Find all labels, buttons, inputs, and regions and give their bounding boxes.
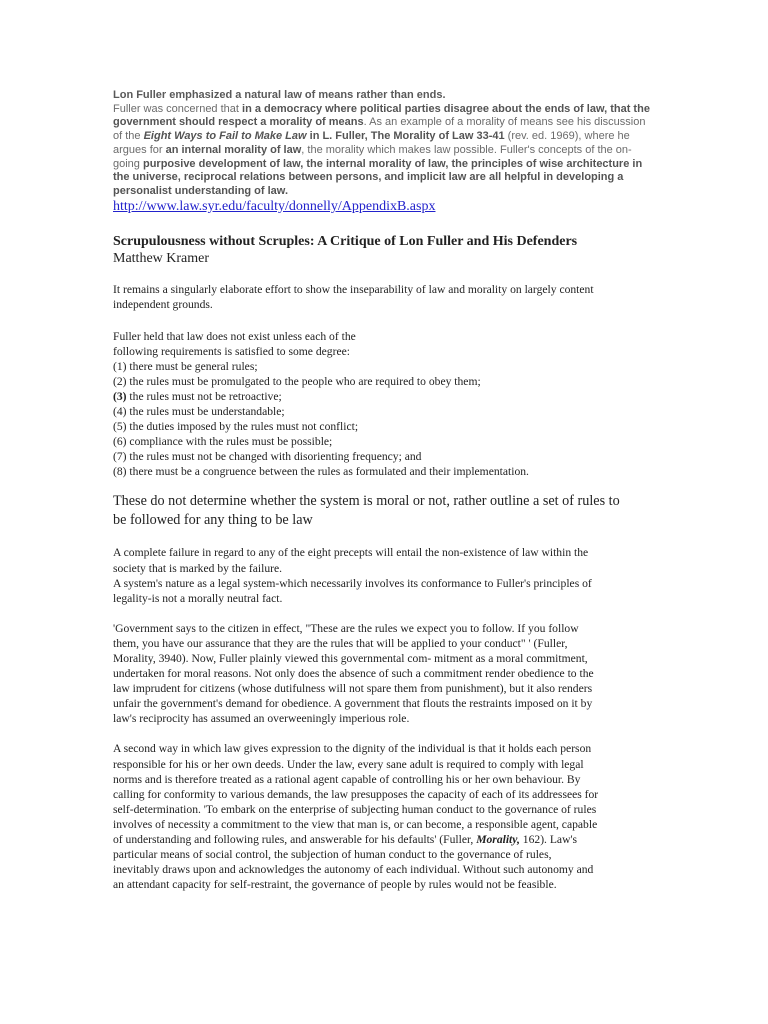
text-line: It remains a singularly elaborate effort to show the inseparability of law and morality on largely content bbox=[113, 283, 594, 297]
text-line: particular means of social control, the subjection of human conduct to the governance of rules, bbox=[113, 848, 552, 862]
text-line: A second way in which law gives expression to the dignity of the individual is that it holds each person bbox=[113, 742, 592, 756]
summary-paragraph bbox=[113, 103, 653, 199]
list-text: there must be general rules; bbox=[126, 359, 258, 373]
text-line: norms and is therefore treated as a rational agent capable of controlling his or her own behaviour. By bbox=[113, 772, 581, 786]
list-num: (4) bbox=[113, 404, 127, 418]
list-item bbox=[113, 389, 653, 404]
text-line: unfair the government's demand for obedience. A government that flouts the restraints imposed on it by bbox=[113, 697, 593, 711]
article-title: Scrupulousness without Scruples: A Critique of Lon Fuller and His Defenders bbox=[113, 234, 578, 250]
requirements-list bbox=[113, 329, 653, 480]
text-line: law imprudent for citizens (whose dutifulness will not spare them from punishment), but it also renders bbox=[113, 682, 593, 696]
summary-bold: purposive development of law, the internal morality of law, the principles of wise architecture in the universe, reciprocal relations between persons, and implicit law are all helpful in developing a personalist understanding of law. bbox=[113, 157, 643, 197]
summary-text: (rev. ed. 1969), where he argues for bbox=[113, 130, 630, 156]
intro-paragraph bbox=[113, 282, 653, 312]
text-line: calling for conformity to various demands, the law presupposes the capacity of each of its addressees for bbox=[113, 787, 599, 801]
text-run: 162). Law's bbox=[519, 833, 578, 847]
text-line: self-determination. 'To embark on the enterprise of subjecting human conduct to the governance of rules bbox=[113, 802, 597, 816]
text-line: A system's nature as a legal system-which necessarily involves its conformance to Fuller's principles of bbox=[113, 576, 592, 590]
summary-bold: in L. Fuller, The Morality of Law 33-41 bbox=[306, 130, 505, 143]
article-author: Matthew Kramer bbox=[113, 251, 210, 267]
list-text: compliance with the rules must be possible; bbox=[126, 435, 333, 449]
summary-text: Fuller was concerned that bbox=[113, 102, 243, 115]
text-line: inevitably draws upon and acknowledges the autonomy of each individual. Without such autonomy and bbox=[113, 863, 594, 877]
list-num: (7) bbox=[113, 450, 127, 464]
list-item bbox=[113, 434, 653, 449]
summary-lead: Lon Fuller emphasized a natural law of means rather than ends. bbox=[113, 89, 446, 101]
government-paragraph bbox=[113, 621, 653, 727]
text-line: legality-is not a morally neutral fact. bbox=[113, 591, 283, 605]
list-item bbox=[113, 464, 653, 479]
summary-block bbox=[113, 89, 653, 214]
text-line: 'Government says to the citizen in effect, "These are the rules we expect you to follow. If you follow bbox=[113, 621, 579, 635]
list-item bbox=[113, 359, 653, 374]
list-text: the rules must be understandable; bbox=[126, 404, 285, 418]
list-text: the rules must be promulgated to the people who are required to obey them; bbox=[126, 374, 481, 388]
text-line: an attendant capacity for self-restraint, the governance of people by rules would not be feasible. bbox=[113, 878, 557, 892]
list-text: the duties imposed by the rules must not conflict; bbox=[126, 420, 359, 434]
text-line: undertaken for moral reasons. Not only does the absence of such a commitment render obedience to the bbox=[113, 667, 594, 681]
appendix-link[interactable]: http://www.law.syr.edu/faculty/donnelly/AppendixB.aspx bbox=[113, 198, 436, 214]
list-text: there must be a congruence between the rules as formulated and their implementation. bbox=[126, 465, 529, 479]
dignity-paragraph bbox=[113, 741, 653, 892]
text-line: be followed for any thing to be law bbox=[113, 512, 313, 529]
text-line: These do not determine whether the system is moral or not, rather outline a set of rules to bbox=[113, 493, 620, 510]
list-lead-line: Fuller held that law does not exist unless each of the bbox=[113, 329, 356, 343]
citation-italic: Morality, bbox=[476, 833, 520, 847]
text-line: law's reciprocity has assumed an overweeningly imperious role. bbox=[113, 712, 410, 726]
note-paragraph bbox=[113, 492, 653, 530]
list-num: (3) bbox=[113, 389, 127, 403]
text-run: of understanding and following rules, and answerable for his defaults' (Fuller, bbox=[113, 833, 477, 847]
list-item bbox=[113, 404, 653, 419]
text-line: Morality, 3940). Now, Fuller plainly viewed this governmental com- mitment as a moral commitment, bbox=[113, 652, 588, 666]
list-num: (8) bbox=[113, 465, 127, 479]
list-num: (6) bbox=[113, 435, 127, 449]
list-num: (1) bbox=[113, 359, 127, 373]
list-item bbox=[113, 374, 653, 389]
list-lead-line: following requirements is satisfied to some degree: bbox=[113, 344, 350, 358]
text-line: independent grounds. bbox=[113, 298, 213, 312]
text-line bbox=[113, 832, 653, 847]
list-num: (2) bbox=[113, 374, 127, 388]
text-line: involves of necessity a commitment to the view that man is, or can become, a responsible agent, capable bbox=[113, 817, 598, 831]
list-item bbox=[113, 449, 653, 464]
list-text: the rules must not be retroactive; bbox=[126, 389, 282, 403]
list-item bbox=[113, 419, 653, 434]
text-line: A complete failure in regard to any of the eight precepts will entail the non-existence of law within the bbox=[113, 546, 589, 560]
summary-text: . As an example of a morality of means see his discussion of the bbox=[113, 116, 646, 143]
failure-paragraph bbox=[113, 545, 653, 605]
document-page bbox=[113, 89, 653, 892]
summary-bold: an internal morality of law bbox=[165, 143, 302, 156]
summary-text: , the morality which makes law possible. Fuller's concepts of the on-going bbox=[113, 143, 632, 170]
text-line: society that is marked by the failure. bbox=[113, 561, 283, 575]
text-line: them, you have our assurance that they are the rules that will be applied to your conduct" ' (Fuller, bbox=[113, 636, 568, 650]
summary-bold-italic: Eight Ways to Fail to Make Law bbox=[143, 130, 307, 143]
list-num: (5) bbox=[113, 420, 127, 434]
text-line: responsible for his or her own deeds. Under the law, every sane adult is required to comply with legal bbox=[113, 757, 584, 771]
list-text: the rules must not be changed with disorienting frequency; and bbox=[126, 450, 422, 464]
summary-bold: in a democracy where political parties disagree about the ends of law, that the government should respect a morality of means bbox=[113, 102, 650, 129]
